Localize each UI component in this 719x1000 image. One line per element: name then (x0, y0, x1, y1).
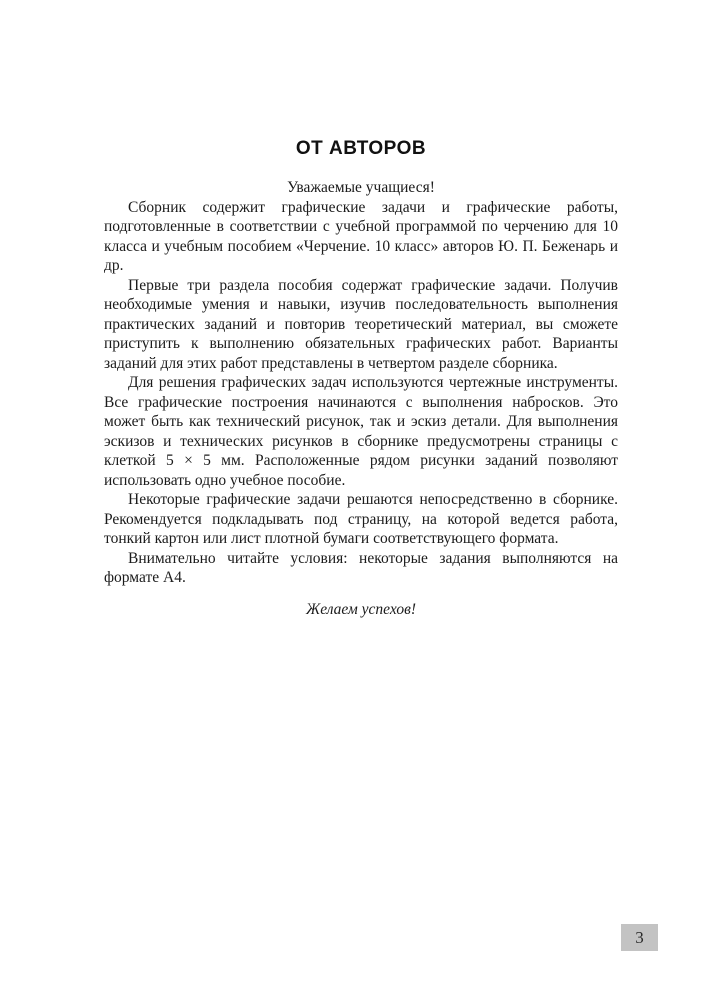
greeting-line: Уважаемые учащиеся! (287, 179, 435, 196)
paragraph: Для решения графических задач используются чертежные инструменты. Все графические построения начинаются с выполнения набросков. Это может быть как технический рисунок, так и эскиз детали. Для выполнения эскизов и технических рисунков в сборнике предусмотрены страницы с клеткой 5 × 5 мм. Расположенные рядом рисунки заданий позволяют использовать одно учебное пособие. (104, 374, 618, 489)
paragraph: Некоторые графические задачи решаются непосредственно в сборнике. Рекомендуется подкладывать под страницу, на которой ведется работа, тонкий картон или лист плотной бумаги соответствующего формата. (104, 491, 618, 548)
page-number: 3 (635, 927, 644, 947)
signoff-line: Желаем успехов! (306, 600, 416, 618)
page-number-badge (621, 924, 658, 951)
paragraph: Первые три раздела пособия содержат графические задачи. Получив необходимые умения и навыки, изучив последовательность выполнения практических заданий и повторив теоретический материал, вы сможете приступить к выполнению обязательных графических работ. Варианты заданий для этих работ представлены в четвертом разделе сборника. (104, 276, 618, 372)
paragraph: Сборник содержит графические задачи и графические работы, подготовленные в соответствии с учебной программой по черчению для 10 класса и учебным пособием «Черчение. 10 класс» авторов Ю. П. Беженарь и др. (104, 198, 618, 275)
paragraph: Внимательно читайте условия: некоторые задания выполняются на формате А4. (104, 549, 618, 587)
page-title: ОТ АВТОРОВ (295, 138, 427, 159)
text-block (104, 138, 618, 619)
